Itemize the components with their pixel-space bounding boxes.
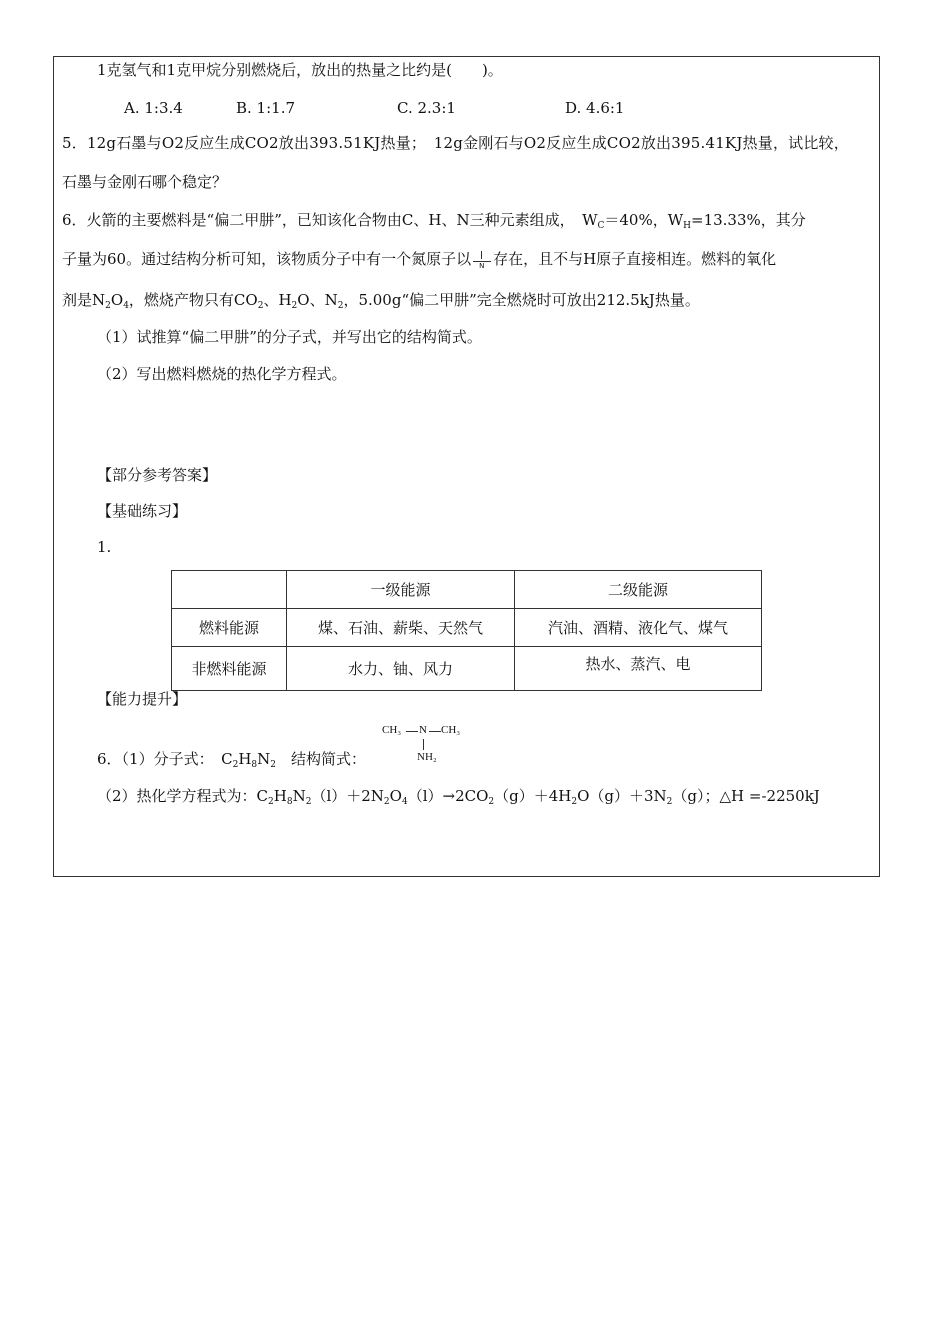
table-cell: 水力、铀、风力 bbox=[287, 647, 515, 691]
table-cell bbox=[172, 571, 287, 609]
table-row bbox=[172, 609, 762, 647]
q6-part2: （2）写出燃料燃烧的热化学方程式。 bbox=[97, 365, 347, 383]
bond-line bbox=[423, 739, 424, 750]
q6-line3: 剂是$N_2O_4$，燃烧产物只有$CO_2$、$H_2O$、$N_2$，5.00g“偏二甲肼”完全燃烧时可放出212.5kJ热量。 bbox=[62, 291, 700, 311]
q4-option-d: D. 4.6:1 bbox=[565, 99, 625, 117]
nitrogen-bond-symbol: N bbox=[471, 251, 493, 267]
ability-heading: 【能力提升】 bbox=[97, 690, 188, 708]
q6-part1: （1）试推算“偏二甲肼”的分子式，并写出它的结构简式。 bbox=[97, 328, 482, 346]
energy-table bbox=[171, 570, 762, 691]
q5-line2: 石墨与金刚石哪个稳定？ bbox=[62, 173, 228, 191]
q6-line2: 子量为60。通过结构分析可知，该物质分子中有一个氮原子以 N 存在，且不与H原子直接相连。燃料的氧化 bbox=[62, 250, 777, 270]
nitrogen-center: N bbox=[419, 724, 427, 736]
table-cell: 非燃料能源 bbox=[172, 647, 287, 691]
q4-option-a: A. 1:3.4 bbox=[124, 99, 183, 117]
q5-line1: 5．12g石墨与O2反应生成CO2放出393.51KJ热量； 12g金刚石与O2反应生成CO2放出395.41KJ热量，试比较， bbox=[62, 134, 849, 152]
table-header-row bbox=[172, 571, 762, 609]
basic-practice-heading: 【基础练习】 bbox=[97, 502, 188, 520]
methyl-left: CH₃ bbox=[382, 724, 402, 736]
answer-6-part1: 6．（1）分子式： $C_2H_8N_2$ 结构简式： bbox=[97, 750, 367, 770]
methyl-right: CH₃ bbox=[441, 724, 461, 736]
q4-option-b: B. 1:1.7 bbox=[236, 99, 296, 117]
table-cell: 热水、蒸汽、电 bbox=[515, 647, 762, 691]
bond-line bbox=[429, 731, 441, 732]
q4-option-c: C. 2.3:1 bbox=[397, 99, 456, 117]
answers-heading: 【部分参考答案】 bbox=[97, 466, 218, 484]
table-cell: 煤、石油、薪柴、天然气 bbox=[287, 609, 515, 647]
answer-item-1: 1. bbox=[97, 538, 112, 556]
answer-6-equation: （2）热化学方程式为：$C_2H_8N_2(l)+2N_2O_4(l)\to 2CO_2(g)+4H_2O(g)+3N_2(g)$；△H =-2250kJ bbox=[97, 787, 820, 807]
bond-line bbox=[406, 731, 418, 732]
table-header-primary: 一级能源 bbox=[287, 571, 515, 609]
q6-line1: 6．火箭的主要燃料是“偏二甲肼”，已知该化合物由C、H、N三种元素组成， $W_C=40\%$，$W_H=13.33\%$，其分 bbox=[62, 211, 806, 231]
table-header-secondary: 二级能源 bbox=[515, 571, 762, 609]
table-cell: 汽油、酒精、液化气、煤气 bbox=[515, 609, 762, 647]
table-row bbox=[172, 647, 762, 691]
q4-stem: 1克氢气和1克甲烷分别燃烧后，放出的热量之比约是( )。 bbox=[97, 61, 503, 79]
amino-bottom: NH₂ bbox=[417, 751, 437, 763]
table-cell: 燃料能源 bbox=[172, 609, 287, 647]
structural-formula bbox=[382, 722, 461, 768]
